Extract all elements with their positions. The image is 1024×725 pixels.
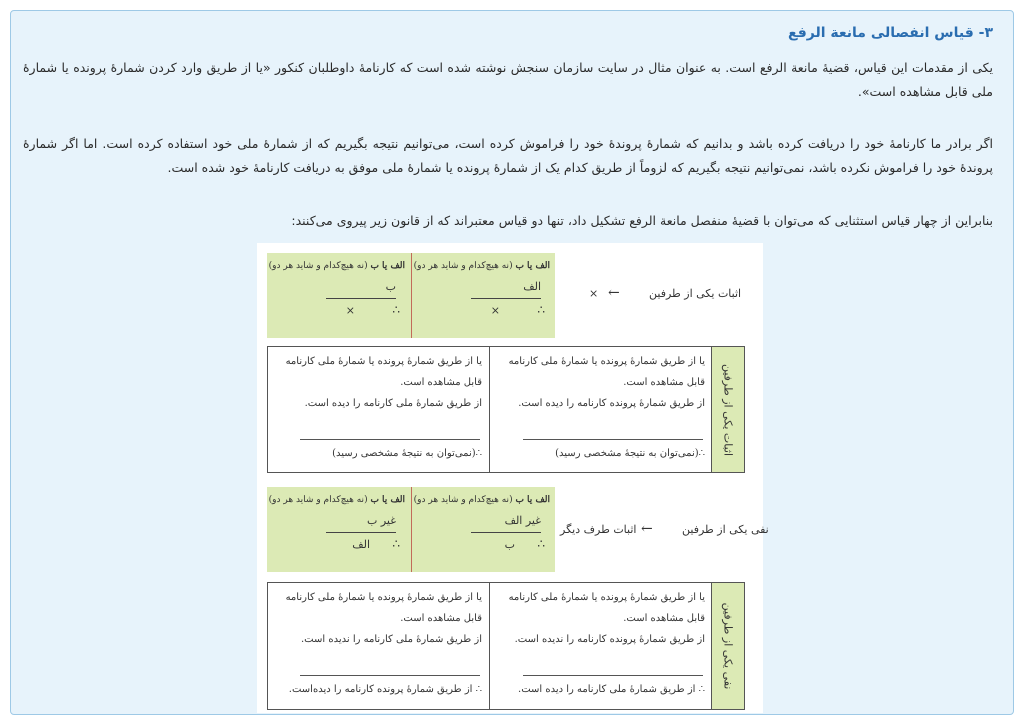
therefore-symbol: ∴ [537, 537, 545, 551]
arrow-icon: ← [641, 521, 653, 537]
inference-line [471, 532, 541, 533]
premise-2: از طریق شمارهٔ ملی کارنامه را دیده است. [304, 398, 482, 409]
row2-affirm-label: اثبات طرف دیگر [560, 523, 637, 536]
inference-line [326, 298, 396, 299]
schema-negate-right-form [267, 487, 410, 572]
schema-affirm-right-form [267, 253, 410, 338]
schema-negate [267, 487, 555, 572]
content-card [10, 10, 1014, 715]
arrow-icon: ← [608, 285, 620, 301]
section-title: ۳- قیاس انفصالی مانعة الرفع [788, 25, 993, 41]
therefore-symbol: ∴ [392, 303, 400, 317]
side-label-negate: نفی یکی از طرفین [711, 583, 744, 709]
therefore-symbol: ∴ [537, 303, 545, 317]
example-negate-right [489, 583, 711, 709]
major-premise: الف یا ب [370, 495, 405, 505]
schema-affirm [267, 253, 555, 338]
premise-2: از طریق شمارهٔ پرونده کارنامه را دیده است. [518, 398, 705, 409]
conclusion: الف [352, 538, 370, 551]
invalid-mark: × [490, 304, 500, 317]
example-negate-left [270, 583, 488, 709]
therefore-symbol: ∴ [698, 684, 705, 695]
major-premise: الف یا ب [515, 261, 550, 271]
premise-1: یا از طریق شمارهٔ پرونده یا شمارهٔ ملی کارنامه قابل مشاهده است. [285, 592, 482, 624]
example-box-affirm [267, 346, 745, 473]
minor-premise: غیر الف [504, 514, 541, 527]
minor-premise: الف [523, 280, 541, 293]
qualifier: (نه هیچ‌کدام و شاید هر دو) [268, 495, 368, 505]
premise-1: یا از طریق شمارهٔ پرونده یا شمارهٔ ملی کارنامه قابل مشاهده است. [508, 592, 705, 624]
premise-1: یا از طریق شمارهٔ پرونده یا شمارهٔ ملی کارنامه قابل مشاهده است. [508, 356, 705, 388]
schema-affirm-left-form [412, 253, 555, 338]
inference-line [300, 439, 480, 440]
conclusion: (نمی‌توان به نتیجهٔ مشخصی رسید) [332, 448, 476, 459]
inference-line [523, 675, 703, 676]
row2-negate-label: نفی یکی از طرفین [682, 523, 769, 536]
therefore-symbol: ∴ [392, 537, 400, 551]
therefore-symbol: ∴ [475, 684, 482, 695]
conclusion: از طریق شمارهٔ پرونده کارنامه را دیده‌است. [288, 684, 473, 695]
side-label-affirm: اثبات یکی از طرفین [711, 347, 744, 472]
minor-premise: ب [385, 280, 396, 293]
invalid-mark: × [345, 304, 355, 317]
premise-1: یا از طریق شمارهٔ پرونده یا شمارهٔ ملی کارنامه قابل مشاهده است. [285, 356, 482, 388]
major-premise: الف یا ب [515, 495, 550, 505]
therefore-symbol: ∴ [698, 448, 705, 459]
conclusion: (نمی‌توان به نتیجهٔ مشخصی رسید) [555, 448, 699, 459]
example-affirm-right [489, 347, 711, 472]
conclusion: ب [504, 538, 515, 551]
qualifier: (نه هیچ‌کدام و شاید هر دو) [413, 261, 513, 271]
qualifier: (نه هیچ‌کدام و شاید هر دو) [413, 495, 513, 505]
major-premise: الف یا ب [370, 261, 405, 271]
schema-negate-left-form [412, 487, 555, 572]
row1-result-mark: × [589, 287, 599, 300]
inference-line [471, 298, 541, 299]
minor-premise: غیر ب [367, 514, 396, 527]
conclusion: از طریق شمارهٔ ملی کارنامه را دیده است. [518, 684, 696, 695]
paragraph-1: یکی از مقدمات این قیاس، قضیهٔ مانعة الرفع است. به عنوان مثال در سایت سازمان سنجش نوشته شده است که کارنامهٔ داوطلبان کنکور «یا از طریق وارد کردن شمارهٔ پرونده یا شمارهٔ ملی قابل مشاهده است». [23, 60, 993, 99]
inference-line [523, 439, 703, 440]
syllogism-figure [257, 243, 769, 713]
inference-line [326, 532, 396, 533]
premise-2: از طریق شمارهٔ پرونده کارنامه را ندیده است. [514, 634, 705, 645]
therefore-symbol: ∴ [475, 448, 482, 459]
qualifier: (نه هیچ‌کدام و شاید هر دو) [268, 261, 368, 271]
paragraph-2: اگر برادر ما کارنامهٔ خود را دریافت کرده باشد و بدانیم که شمارهٔ پروندهٔ خود را فراموش کرده است، می‌توانیم نتیجه بگیریم که از شمارهٔ ملی خود استفاده کرده است. اما اگر شمارهٔ پروندهٔ خود را فراموش نکرده باشد، نمی‌توانیم نتیجه بگیریم که لزوماً از طریق کدام یک از شمارهٔ پرونده یا شمارهٔ ملی موفق به دریافت کارنامهٔ خود شده است. [23, 136, 993, 175]
row1-label: اثبات یکی از طرفین [649, 287, 742, 300]
paragraph-3: بنابراین از چهار قیاس استثنایی که می‌توان با قضیهٔ منفصل مانعة الرفع تشکیل داد، تنها دو قیاس معتبراند که از قانون زیر پیروی می‌کنند: [291, 213, 993, 228]
example-affirm-left [270, 347, 488, 472]
premise-2: از طریق شمارهٔ ملی کارنامه را ندیده است. [301, 634, 482, 645]
inference-line [300, 675, 480, 676]
example-box-negate [267, 582, 745, 710]
